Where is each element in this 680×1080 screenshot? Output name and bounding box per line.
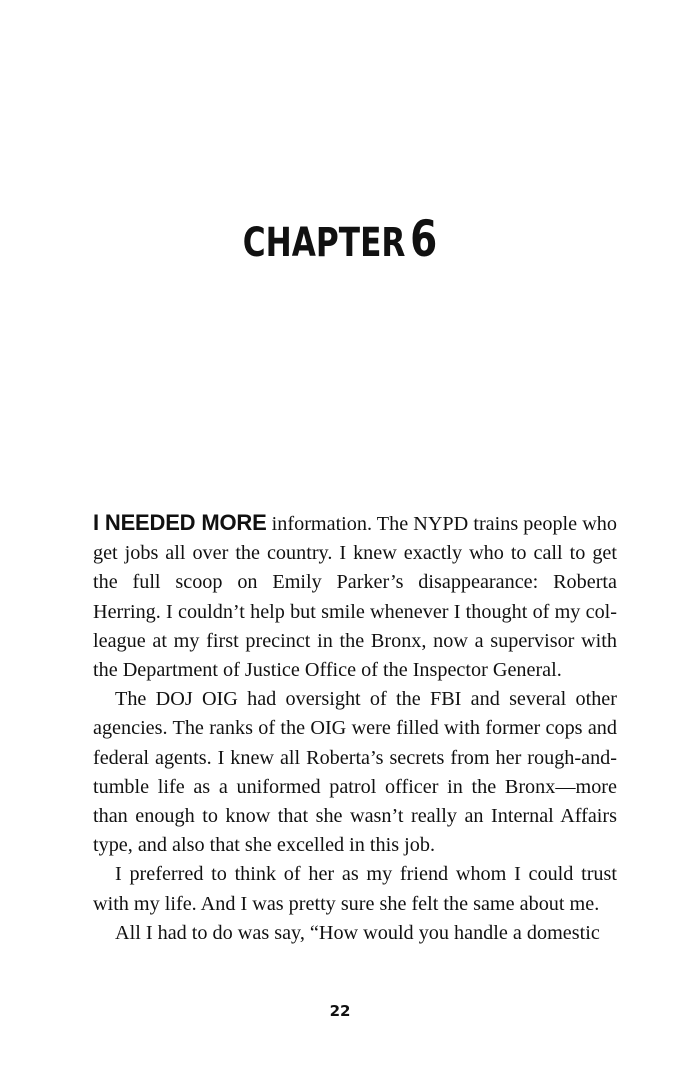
paragraph-2: The DOJ OIG had oversight of the FBI and several other agencies. The ranks of the OIG were filled with former cops and federal agents. I knew all Roberta’s secrets from her rough-and-tumble life as a uniformed patrol officer in the Bronx—more than enough to know that she wasn’t really an Internal Affairs type, and also that she excelled in this job.	[93, 688, 617, 857]
paragraph-1	[93, 508, 617, 685]
chapter-body	[93, 508, 617, 948]
chapter-number: 6	[410, 210, 438, 268]
page-number: 22	[329, 1002, 351, 1020]
paragraph-1-text: information. The NYPD trains people who get jobs all over the country. I knew exactly who to call to get the full scoop on Emily Parker’s disappearance: Roberta Herring. I couldn’t help but smile whenever I thought of my col-league at my first precinct in the Bronx, now a supervisor with the Department of Justice Office of the Inspector General.	[93, 513, 617, 682]
paragraph-4: All I had to do was say, “How would you handle a domestic	[115, 921, 600, 944]
paragraph-3: I preferred to think of her as my friend whom I could trust with my life. And I was pretty sure she felt the same about me.	[93, 863, 617, 915]
chapter-heading	[75, 210, 605, 268]
chapter-label: CHAPTER	[242, 220, 406, 266]
lead-in-text: I NEEDED MORE	[93, 510, 267, 535]
